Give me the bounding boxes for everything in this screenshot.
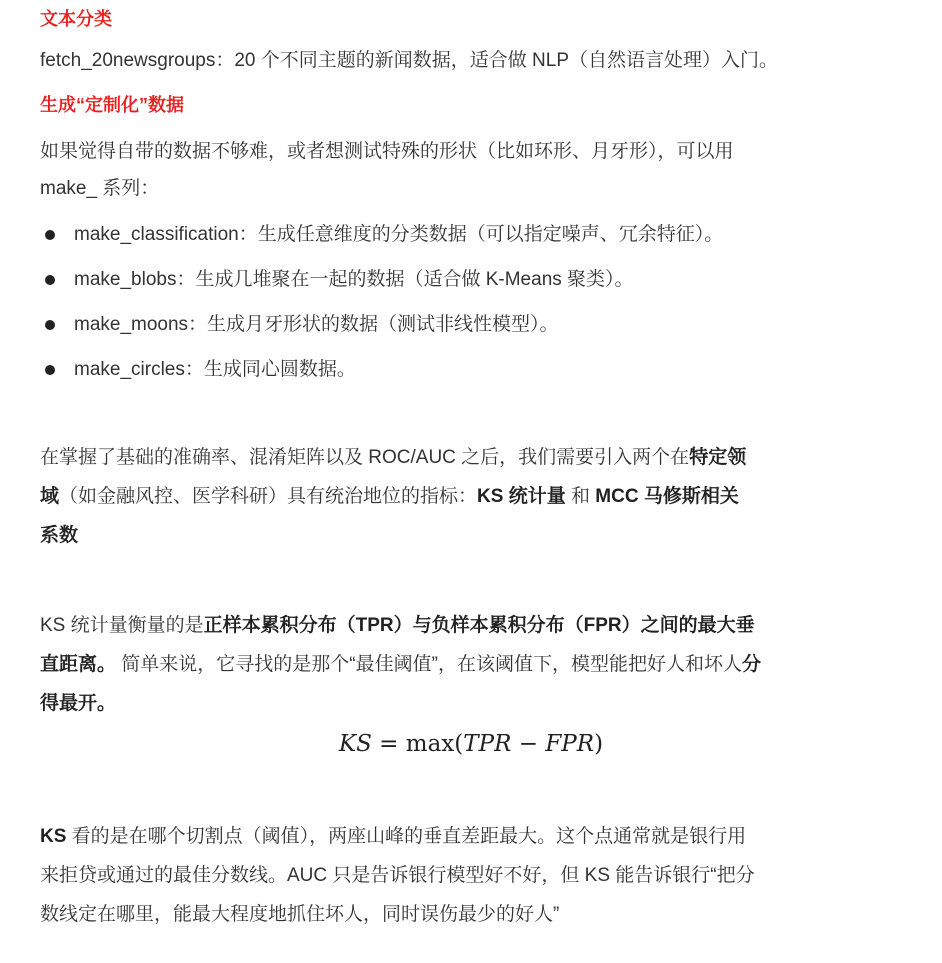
- bullet-dot-icon: [45, 230, 55, 240]
- text-fetch-20newsgroups: fetch_20newsgroups：20 个不同主题的新闻数据，适合做 NLP（自然语言处理）入门。: [40, 50, 778, 71]
- text-custom-intro-line1: 如果觉得自带的数据不够难，或者想测试特殊的形状（比如环形、月牙形），可以用: [40, 141, 734, 162]
- list-item-text: make_classification：生成任意维度的分类数据（可以指定噪声、冗余特征）。: [74, 224, 724, 245]
- ks-paragraph-line3: 得最开。: [40, 693, 117, 714]
- bullet-dot-icon: [45, 275, 55, 285]
- bullet-dot-icon: [45, 365, 55, 375]
- metrics-paragraph-line2: 域（如金融风控、医学科研）具有统治地位的指标：KS 统计量 和 MCC 马修斯相关: [40, 486, 739, 507]
- list-item: [40, 302, 723, 347]
- metrics-paragraph-line3: 系数: [40, 525, 79, 546]
- ks-explain-line2: 来拒贷或通过的最佳分数线。AUC 只是告诉银行模型好不好，但 KS 能告诉银行“把分: [40, 865, 755, 886]
- heading-text-classification: 文本分类: [40, 9, 112, 29]
- list-item: [40, 257, 723, 302]
- list-item-text: make_circles：生成同心圆数据。: [74, 359, 356, 380]
- bullet-dot-icon: [45, 320, 55, 330]
- list-item-text: make_moons：生成月牙形状的数据（测试非线性模型）。: [74, 314, 559, 335]
- ks-explain-line3: 数线定在哪里，能最大程度地抓住坏人，同时误伤最少的好人”: [40, 904, 560, 925]
- ks-explain-line1: KS 看的是在哪个切割点（阈值），两座山峰的垂直差距最大。这个点通常就是银行用: [40, 826, 747, 847]
- text-custom-intro-line2: make_ 系列：: [40, 178, 160, 199]
- list-item-text: make_blobs：生成几堆聚在一起的数据（适合做 K-Means 聚类）。: [74, 269, 634, 290]
- list-item: [40, 212, 723, 257]
- list-item: [40, 347, 723, 392]
- ks-paragraph-line1: KS 统计量衡量的是正样本累积分布（TPR）与负样本累积分布（FPR）之间的最大垂: [40, 615, 755, 636]
- ks-paragraph-line2: 直距离。 简单来说，它寻找的是那个“最佳阈值”，在该阈值下，模型能把好人和坏人分: [40, 654, 761, 675]
- metrics-paragraph-line1: 在掌握了基础的准确率、混淆矩阵以及 ROC/AUC 之后，我们需要引入两个在特定领: [40, 447, 747, 468]
- heading-custom-data: 生成“定制化”数据: [40, 95, 184, 115]
- make-functions-list: [40, 212, 723, 392]
- ks-formula: KS = max(TPR − FPR): [338, 731, 604, 757]
